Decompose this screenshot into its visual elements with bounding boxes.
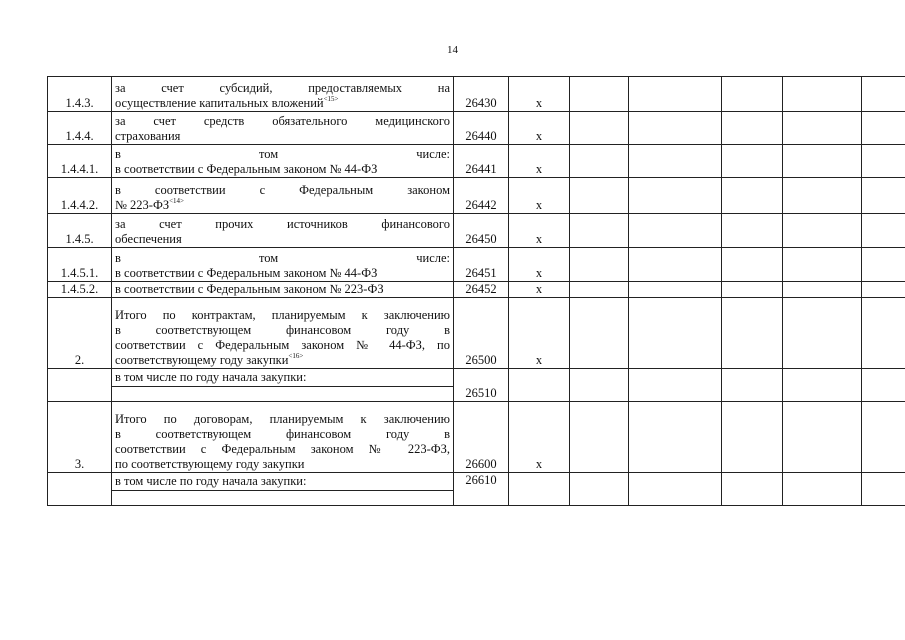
value-cell [862,282,905,298]
row-mark: х [509,214,570,248]
row-description: за счет субсидий, предоставляемых на осуществление капитальных вложений$^{<15>}$ [112,77,454,112]
value-cell [862,298,905,369]
table-row [48,298,905,369]
value-cell [722,402,783,473]
value-cell [570,282,629,298]
row-number: 1.4.5. [48,214,112,248]
value-cell [783,369,862,402]
value-cell [629,214,722,248]
value-cell [629,248,722,282]
row-code: 26430 [454,77,509,112]
value-cell [783,178,862,214]
value-cell [629,298,722,369]
value-cell [570,77,629,112]
row-code: 26510 [454,369,509,402]
footnote-ref: <14> [169,197,185,205]
row-description: в том числе: в соответствии с Федеральным законом № 44-ФЗ [112,248,454,282]
row-mark: х [509,178,570,214]
value-cell [570,369,629,402]
row-code: 26500 [454,298,509,369]
row-mark: х [509,112,570,145]
table-row [48,77,905,112]
row-code: 26441 [454,145,509,178]
table-row [48,402,905,473]
row-mark: х [509,77,570,112]
row-description: в том числе: в соответствии с Федеральным законом № 44-ФЗ [112,145,454,178]
value-cell [862,473,905,506]
row-number: 1.4.4. [48,112,112,145]
value-cell [862,402,905,473]
value-cell [570,112,629,145]
value-cell [862,178,905,214]
row-number: 1.4.5.1. [48,248,112,282]
value-cell [570,248,629,282]
value-cell [783,473,862,506]
value-cell [629,402,722,473]
footnote-ref: <16> [288,352,304,360]
row-code: 26610 [454,473,509,506]
table-row [48,248,905,282]
row-mark: х [509,248,570,282]
value-cell [570,214,629,248]
value-cell [783,282,862,298]
row-code: 26440 [454,112,509,145]
value-cell [862,145,905,178]
value-cell [862,248,905,282]
row-code: 26451 [454,248,509,282]
value-cell [722,369,783,402]
row-mark: х [509,145,570,178]
value-cell [629,178,722,214]
row-description: Итого по контрактам, планируемым к заключению в соответствующем финансовом году в соответствии с Федеральным законом № 44-ФЗ, по соответствующему году закупки$^{<16>}$ [112,298,454,369]
row-description: в соответствии с Федеральным законом № 223-ФЗ [112,282,454,298]
value-cell [629,112,722,145]
value-cell [722,145,783,178]
value-cell [722,77,783,112]
value-cell [722,473,783,506]
row-code: 26600 [454,402,509,473]
value-cell [722,214,783,248]
row-description: в соответствии с Федеральным законом № $223-ФЗ^{<14>}$ [112,178,454,214]
row-description: Итого по договорам, планируемым к заключению в соответствующем финансовом году в соответствии с Федеральным законом № 223-ФЗ, по соответствующему году закупки [112,402,454,473]
value-cell [862,112,905,145]
value-cell [783,112,862,145]
row-description: в том числе по году начала закупки: [112,369,454,402]
page-number: 14 [447,44,458,56]
row-number [48,473,112,506]
row-mark [509,369,570,402]
row-code: 26442 [454,178,509,214]
value-cell [570,298,629,369]
row-number: 3. [48,402,112,473]
row-number: 2. [48,298,112,369]
row-number [48,369,112,402]
value-cell [570,473,629,506]
footnote-ref: <15> [323,95,339,103]
row-description: за счет средств обязательного медицинского страхования [112,112,454,145]
row-number: 1.4.4.2. [48,178,112,214]
value-cell [629,145,722,178]
table-row [48,369,905,402]
row-number: 1.4.4.1. [48,145,112,178]
value-cell [783,298,862,369]
row-number: 1.4.5.2. [48,282,112,298]
value-cell [722,178,783,214]
table-row [48,112,905,145]
table-row [48,214,905,248]
table-row [48,145,905,178]
value-cell [629,282,722,298]
report-table [47,76,905,506]
value-cell [570,145,629,178]
value-cell [862,77,905,112]
row-number: 1.4.3. [48,77,112,112]
value-cell [722,298,783,369]
value-cell [783,214,862,248]
value-cell [783,77,862,112]
row-mark: х [509,298,570,369]
row-mark [509,473,570,506]
value-cell [783,402,862,473]
row-description: в том числе по году начала закупки: [112,473,454,506]
value-cell [629,369,722,402]
value-cell [783,248,862,282]
row-mark: х [509,282,570,298]
value-cell [783,145,862,178]
value-cell [722,112,783,145]
value-cell [722,282,783,298]
value-cell [722,248,783,282]
value-cell [570,402,629,473]
value-cell [862,369,905,402]
value-cell [629,473,722,506]
row-code: 26452 [454,282,509,298]
value-cell [629,77,722,112]
table-row [48,282,905,298]
row-mark: х [509,402,570,473]
row-description: за счет прочих источников финансового обеспечения [112,214,454,248]
value-cell [862,214,905,248]
table-row [48,473,905,506]
value-cell [570,178,629,214]
table-row [48,178,905,214]
row-code: 26450 [454,214,509,248]
